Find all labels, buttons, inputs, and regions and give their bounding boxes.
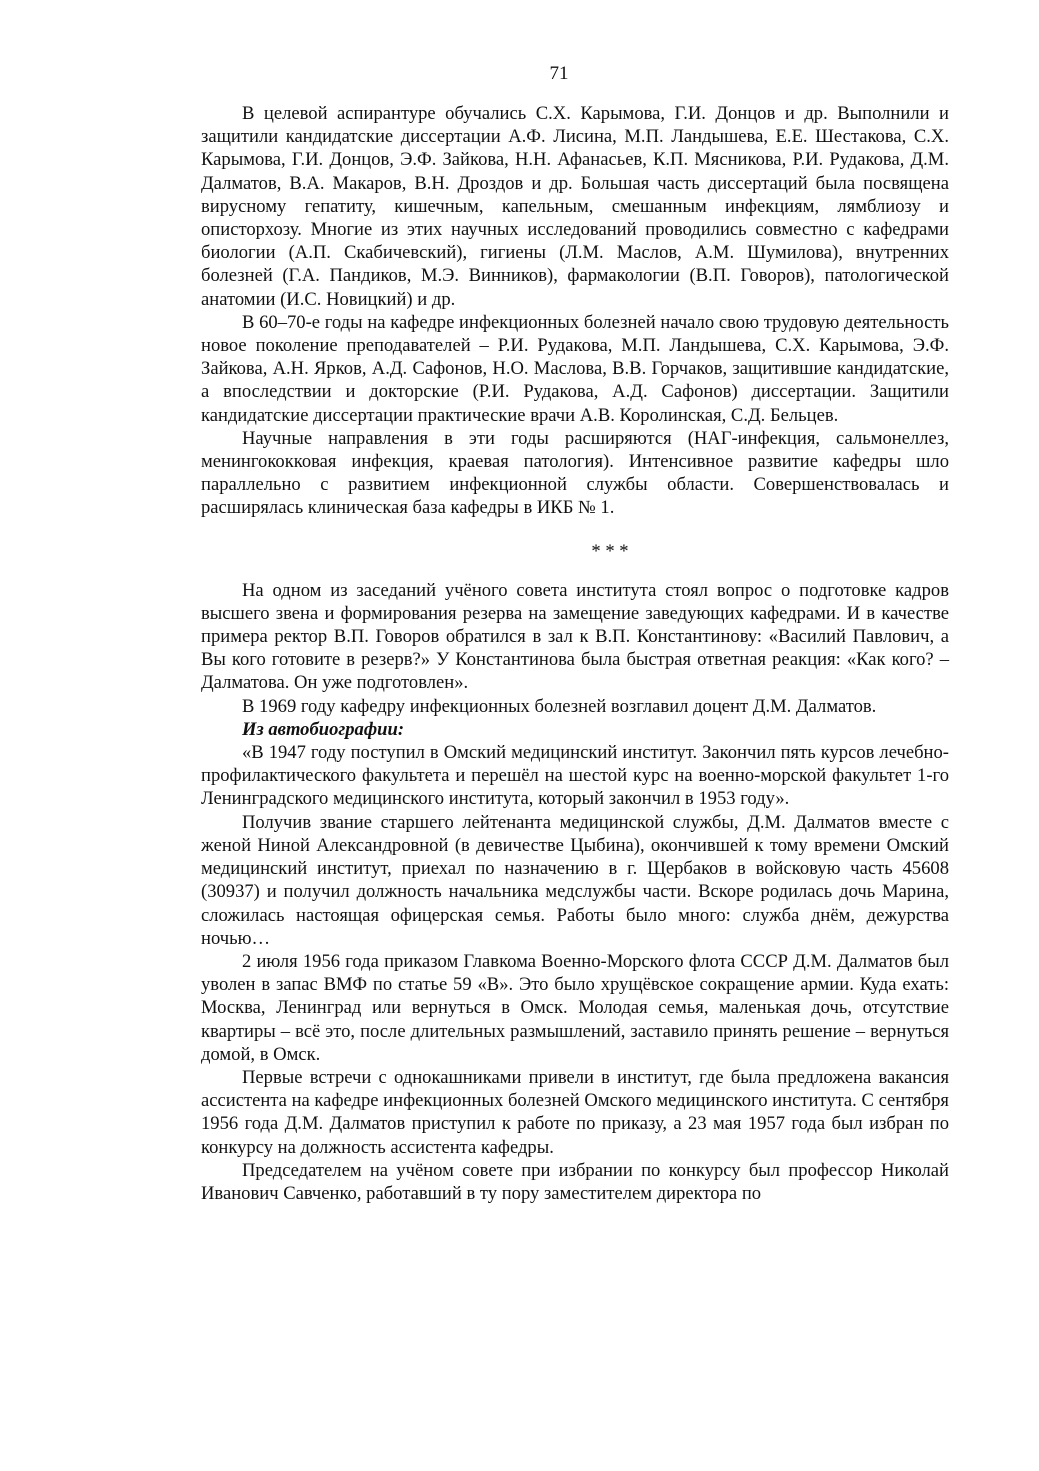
paragraph-new-generation: В 60–70-е годы на кафедре инфекционных болезней начало свою трудовую деятельность новое поколение преподавателей – Р.И. Рудакова, М.П. Ландышева, С.Х. Карымова, Э.Ф. Зайкова, А.Н. Ярков, А.Д. Сафонов, Н.О. Маслова, В.В. Горчаков, защитившие кандидатские, а впоследствии и докторские (Р.И. Рудакова, А.Д. Сафонов) диссертации. Защитили кандидатские диссертации практические врачи А.В. Королинская, С.Д. Бельцев. bbox=[201, 311, 949, 426]
paragraph-discharge: 2 июля 1956 года приказом Главкома Военно-Морского флота СССР Д.М. Далматов был уволен в запас ВМФ по статье 59 «В». Это было хрущёвское сокращение армии. Куда ехать: Москва, Ленинград или вернуться в Омск. Молодая семья, маленькая дочь, отсутствие квартиры – всё это, после длительных размышлений, заставило принять решение – вернуться домой, в Омск. bbox=[201, 950, 949, 1065]
paragraph-military-service: Получив звание старшего лейтенанта медицинской службы, Д.М. Далматов вместе с женой Ниной Александровной (в девичестве Цыбина), окончившей к тому времени Омский медицинский институт, приехал по назначению в г. Щербаков в войсковую часть 45608 (30937) и получил должность начальника медслужбы части. Вскоре родилась дочь Марина, сложилась настоящая офицерская семья. Работы было много: служба днём, дежурства ночью… bbox=[201, 811, 949, 949]
paragraph-head-of-department: В 1969 году кафедру инфекционных болезней возглавил доцент Д.М. Далматов. bbox=[242, 695, 877, 717]
paragraph-academic-council: На одном из заседаний учёного совета института стоял вопрос о подготовке кадров высшего звена и формирования резерва на замещение заведующих кафедрами. И в качестве примера ректор В.П. Говоров обратился в зал к В.П. Константинову: «Василий Павлович, а Вы кого готовите в резерв?» У Константинова была быстрая ответная реакция: «Как кого? – Далматова. Он уже подготовлен». bbox=[201, 579, 949, 694]
paragraph-research-directions: Научные направления в эти годы расширяются (НАГ-инфекция, сальмонеллез, менингококковая инфекция, краевая патология). Интенсивное развитие кафедры шло параллельно с развитием инфекционной службы области. Совершенствовалась и расширялась клиническая база кафедры в ИКБ № 1. bbox=[201, 427, 949, 519]
section-separator: * * * bbox=[591, 540, 629, 562]
paragraph-chairman: Председателем на учёном совете при избрании по конкурсу был профессор Николай Иванович Савченко, работавший в ту пору заместителем директора по bbox=[201, 1159, 949, 1204]
autobiography-heading: Из автобиографии: bbox=[242, 718, 405, 740]
paragraph-assistant-position: Первые встречи с однокашниками привели в институт, где была предложена вакансия ассистента на кафедре инфекционных болезней Омского медицинского института. С сентября 1956 года Д.М. Далматов приступил к работе по приказу, а 23 мая 1957 года был избран по конкурсу на должность ассистента кафедры. bbox=[201, 1066, 949, 1158]
paragraph-postgraduate-study: В целевой аспирантуре обучались С.Х. Карымова, Г.И. Донцов и др. Выполнили и защитили кандидатские диссертации А.Ф. Лисина, М.П. Ландышева, Е.Е. Шестакова, С.Х. Карымова, Г.И. Донцов, Э.Ф. Зайкова, Н.Н. Афанасьев, К.П. Мясникова, Р.И. Рудакова, Д.М. Далматов, В.А. Макаров, В.Н. Дроздов и др. Большая часть диссертаций была посвящена вирусному гепатиту, кишечным, капельным, смешанным инфекциям, лямблиозу и описторхозу. Многие из этих научных исследований проводились совместно с кафедрами биологии (А.П. Скабичевский), гигиены (Л.М. Маслов, А.М. Шумилова), внутренних болезней (Г.А. Пандиков, М.Э. Винников), фармакологии (В.П. Говоров), патологической анатомии (И.С. Новицкий) и др. bbox=[201, 103, 949, 310]
page-number: 71 bbox=[549, 63, 569, 84]
body-text bbox=[201, 102, 949, 1205]
paragraph-autobiography-quote: «В 1947 году поступил в Омский медицинский институт. Закончил пять курсов лечебно-профилактического факультета и перешёл на шестой курс на военно-морской факультет 1-го Ленинградского медицинского института, который закончил в 1953 году». bbox=[201, 742, 949, 810]
